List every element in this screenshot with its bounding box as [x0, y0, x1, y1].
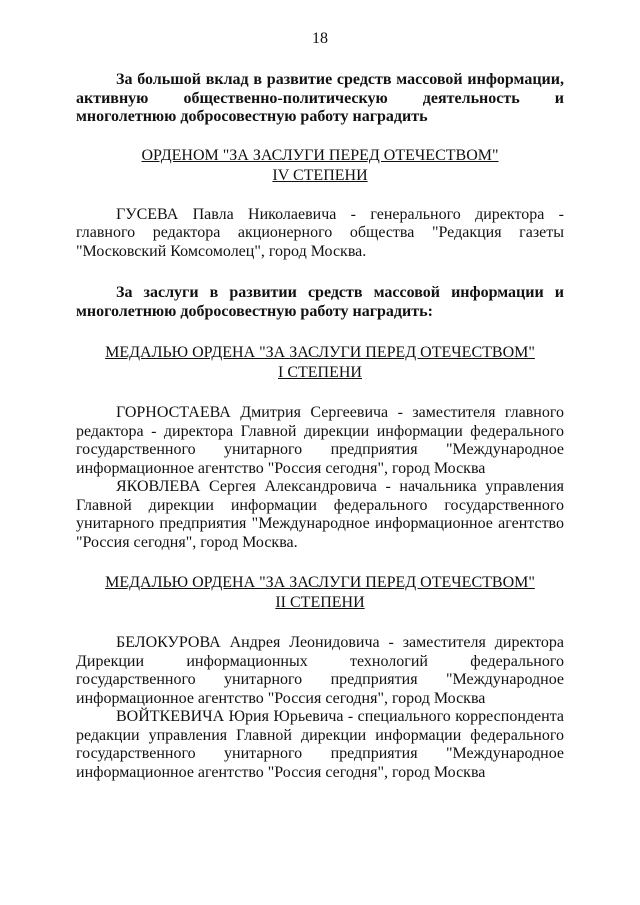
- nominee-paragraph: ГУСЕВА Павла Николаевича - генерального директора - главного редактора акционерного общества "Редакция газеты "Московский Комсомолец", город Москва.: [76, 205, 564, 260]
- document-body: [76, 71, 564, 782]
- nominee-paragraph: ВОЙТКЕВИЧА Юрия Юрьевича - специального корреспондента редакции управления Главной дирекции информации федерального государственного унитарного предприятия "Международное информационное агентство "Россия сегодня", город Москва: [76, 708, 564, 781]
- nominee-paragraph: ЯКОВЛЕВА Сергея Александровича - начальника управления Главной дирекции информации федерального государственного унитарного предприятия "Международное информационное агентство "Россия сегодня", город Москва.: [76, 478, 564, 551]
- award-title: [76, 146, 564, 186]
- award-title: [76, 343, 564, 383]
- nominee-paragraph: ГОРНОСТАЕВА Дмитрия Сергеевича - заместителя главного редактора - директора Главной дирекции информации федерального государственного унитарного предприятия "Международное информационное агентство "Россия сегодня", город Москва: [76, 404, 564, 477]
- award-degree-line: II СТЕПЕНИ: [275, 594, 365, 611]
- award-title-line: ОРДЕНОМ "ЗА ЗАСЛУГИ ПЕРЕД ОТЕЧЕСТВОМ": [141, 146, 499, 164]
- award-degree-line: I СТЕПЕНИ: [278, 364, 362, 381]
- award-title-line: МЕДАЛЬЮ ОРДЕНА "ЗА ЗАСЛУГИ ПЕРЕД ОТЕЧЕСТВОМ": [105, 574, 535, 591]
- intro-paragraph: За заслуги в развитии средств массовой информации и многолетнюю добросовестную работу наградить:: [76, 284, 564, 320]
- award-title-line: МЕДАЛЬЮ ОРДЕНА "ЗА ЗАСЛУГИ ПЕРЕД ОТЕЧЕСТВОМ": [105, 344, 535, 361]
- nominee-paragraph: БЕЛОКУРОВА Андрея Леонидовича - заместителя директора Дирекции информационных технологий федерального государственного унитарного предприятия "Международное информационное агентство "Россия сегодня", город Москва: [76, 634, 564, 707]
- award-degree-line: IV СТЕПЕНИ: [272, 166, 368, 184]
- award-title: [76, 573, 564, 613]
- page-number: 18: [312, 30, 328, 47]
- intro-paragraph: За большой вклад в развитие средств массовой информации, активную общественно-политическую деятельность и многолетнюю добросовестную работу наградить: [76, 71, 564, 125]
